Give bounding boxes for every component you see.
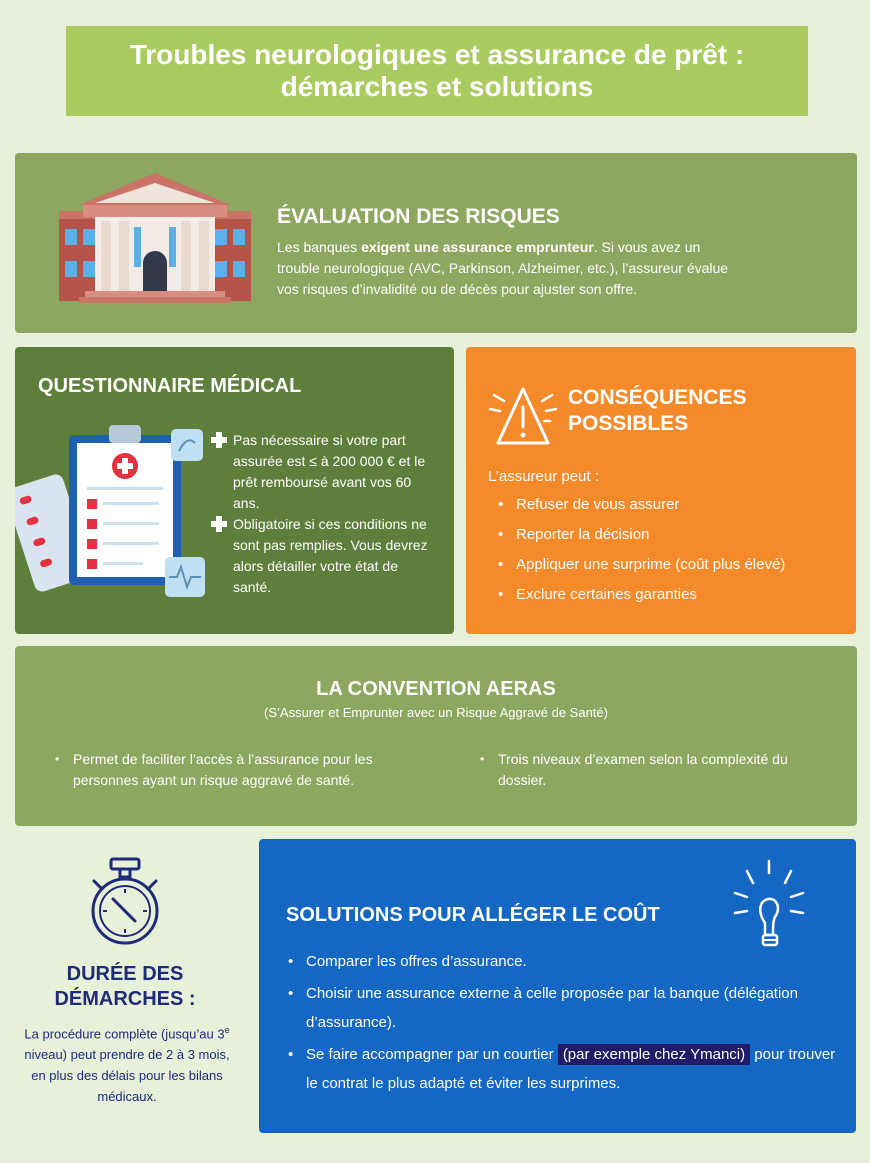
list-item: • Refuser de vous assurer	[498, 496, 680, 513]
warning-icon	[488, 377, 558, 449]
solutions-title: SOLUTIONS POUR ALLÉGER LE COÛT	[286, 904, 660, 926]
consequences-list	[488, 496, 785, 616]
questionnaire-title: QUESTIONNAIRE MÉDICAL	[38, 375, 302, 397]
questionnaire-panel	[15, 347, 454, 634]
risk-description: Les banques exigent une assurance emprunteur. Si vous avez un trouble neurologique (AVC, Parkinson, Alzheimer, etc.), l’assureur évalue vos risques d’invalidité ou de décès pour ajuster son offre.	[277, 239, 729, 297]
list-item: • Reporter la décision	[498, 526, 650, 543]
aeras-item: • Trois niveaux d’examen selon la complexité du dossier.	[480, 751, 788, 788]
lightbulb-icon	[733, 857, 813, 955]
solutions-list	[286, 947, 846, 1101]
list-item: • Comparer les offres d’assurance.	[288, 953, 527, 970]
list-item: • Se faire accompagner par un courtier (par exemple chez Ymanci) pour trouver le contrat le plus adapté et éviter les surprimes.	[288, 1046, 836, 1092]
duree-description: La procédure complète (jusqu’au 3e niveau) peut prendre de 2 à 3 mois, en plus des délais pour les bilans médicaux.	[24, 1025, 230, 1105]
aeras-panel	[15, 646, 857, 826]
consequences-title: CONSÉQUENCES POSSIBLES	[568, 386, 747, 435]
plus-icon	[211, 432, 227, 448]
title-banner	[66, 26, 808, 116]
stopwatch-icon	[84, 853, 166, 947]
list-item: • Choisir une assurance externe à celle proposée par la banque (délégation d’assurance).	[288, 985, 798, 1031]
bank-building-icon	[55, 171, 255, 309]
risk-evaluation-panel	[15, 153, 857, 333]
duree-title: DURÉE DES DÉMARCHES :	[54, 963, 196, 1010]
consequences-intro: L’assureur peut :	[488, 468, 599, 485]
ymanci-link[interactable]: (par exemple chez Ymanci)	[558, 1044, 750, 1065]
consequences-panel	[466, 347, 856, 634]
list-item: • Exclure certaines garanties	[498, 586, 697, 603]
page-title-line2: démarches et solutions	[280, 71, 594, 102]
aeras-title: LA CONVENTION AERAS	[316, 678, 556, 700]
medical-clipboard-icon	[15, 419, 210, 609]
questionnaire-item: Pas nécessaire si votre part assurée est ≤ à 200 000 € et le prêt remboursé avant vos 60 ans.	[211, 430, 436, 514]
aeras-subtitle: (S’Assurer et Emprunter avec un Risque Aggravé de Santé)	[264, 705, 608, 720]
plus-icon	[211, 516, 227, 532]
questionnaire-item: Obligatoire si ces conditions ne sont pas remplies. Vous devrez alors détailler votre état de santé.	[211, 514, 436, 598]
solutions-panel	[259, 839, 856, 1133]
list-item: • Appliquer une surprime (coût plus élevé)	[498, 556, 786, 573]
aeras-item: • Permet de faciliter l’accès à l’assurance pour les personnes ayant un risque aggravé de santé.	[55, 751, 373, 788]
risk-emphasis: exigent une assurance emprunteur	[361, 239, 594, 255]
page-title-line1: Troubles neurologiques et assurance de prêt :	[129, 39, 745, 70]
risk-title: ÉVALUATION DES RISQUES	[277, 205, 560, 228]
